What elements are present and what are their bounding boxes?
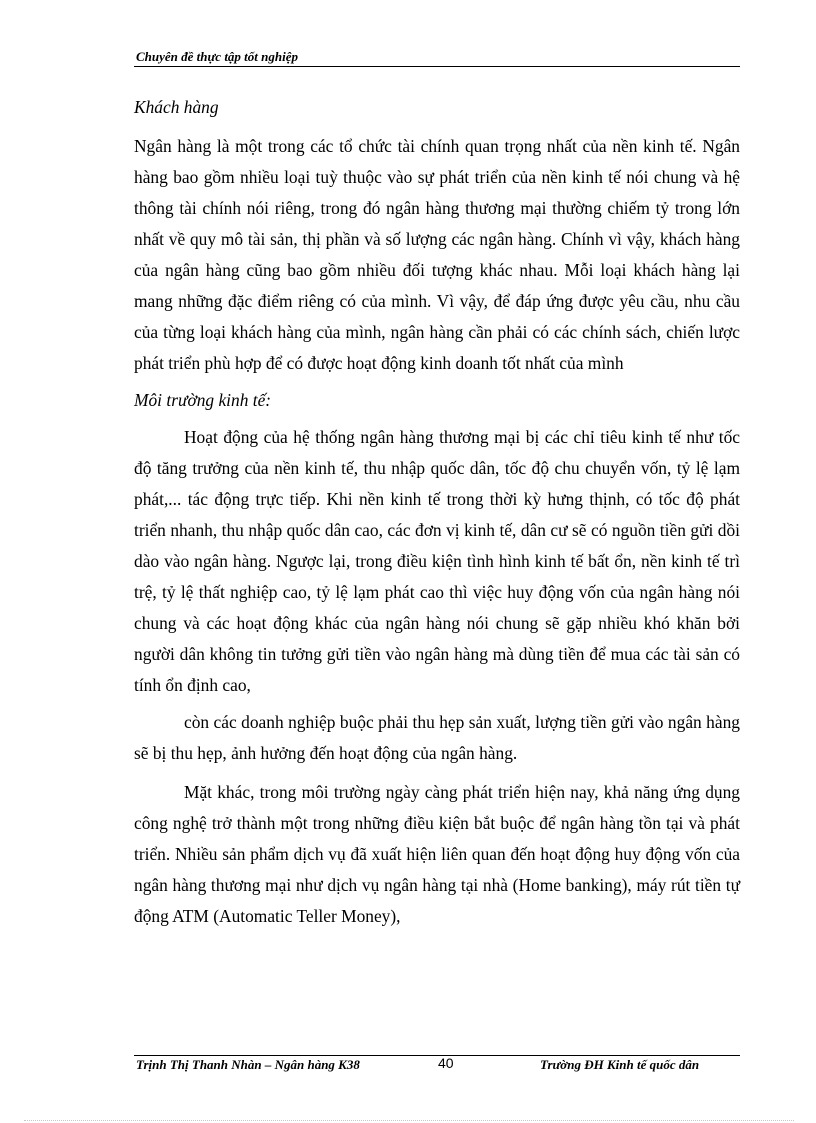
spacer: [134, 769, 740, 777]
paragraph-economy-2: còn các doanh nghiệp buộc phải thu hẹp sản xuất, lượng tiền gửi vào ngân hàng sẽ bị thu hẹp, ảnh hưởng đến hoạt động của ngân hàng.: [134, 712, 740, 763]
footer-author: Trịnh Thị Thanh Nhàn – Ngân hàng K38: [136, 1057, 360, 1072]
paragraph-customers: Ngân hàng là một trong các tổ chức tài chính quan trọng nhất của nền kinh tế. Ngân hàng bao gồm nhiều loại tuỳ thuộc vào sự phát triển của nền kinh tế nói chung và hệ thông tài chính nói riêng, trong đó ngân hàng thương mại thường chiếm tỷ trong lớn nhất về quy mô tài sản, thị phần và số lượng các ngân hàng. Chính vì vậy, khách hàng của ngân hàng cũng bao gồm nhiều đối tượng khác nhau. Mỗi loại khách hàng lại mang những đặc điểm riêng có của mình. Vì vậy, để đáp ứng được yêu cầu, nhu cầu của từng loại khách hàng của mình, ngân hàng cần phải có các chính sách, chiến lược phát triển phù hợp để có được hoạt động kinh doanh tốt nhất của mình: [134, 136, 740, 373]
header-title: Chuyên đề thực tập tốt nghiệp: [136, 49, 298, 64]
header-rule: [134, 66, 740, 67]
section-heading-economy: Môi trường kinh tế:: [134, 390, 272, 410]
footer-rule: [134, 1055, 740, 1056]
page-bottom-border: [24, 1120, 794, 1121]
paragraph-economy-3: Mặt khác, trong môi trường ngày càng phát triển hiện nay, khả năng ứng dụng công nghệ trở thành một trong những điều kiện bắt buộc để ngân hàng tồn tại và phát triển. Nhiều sản phẩm dịch vụ đã xuất hiện liên quan đến hoạt động huy động vốn của ngân hàng thương mại như dịch vụ ngân hàng tại nhà (Home banking), máy rút tiền tự động ATM (Automatic Teller Money),: [134, 782, 740, 926]
footer-school: Trường ĐH Kinh tế quốc dân: [540, 1057, 700, 1072]
body-text: [134, 92, 740, 932]
paragraph-economy-1: Hoạt động của hệ thống ngân hàng thương mại bị các chỉ tiêu kinh tế như tốc độ tăng trưởng của nền kinh tế, thu nhập quốc dân, tốc độ chu chuyển vốn, tỷ lệ lạm phát,... tác động trực tiếp. Khi nền kinh tế trong thời kỳ hưng thịnh, có tốc độ phát triển nhanh, thu nhập quốc dân cao, các đơn vị kinh tế, dân cư sẽ có nguồn tiền gửi dồi dào vào ngân hàng. Ngược lại, trong điều kiện tình hình kinh tế bất ổn, nền kinh tế trì trệ, tỷ lệ thất nghiệp cao, tỷ lệ lạm phát cao thì việc huy động vốn của ngân hàng nói chung và các hoạt động khác của ngân hàng nói chung sẽ gặp nhiều khó khăn bởi người dân không tin tưởng gửi tiền vào ngân hàng mà dùng tiền để mua các tài sản có tính ổn định cao,: [134, 427, 740, 695]
section-heading-customers: Khách hàng: [134, 97, 219, 117]
page-number: 40: [438, 1055, 454, 1071]
